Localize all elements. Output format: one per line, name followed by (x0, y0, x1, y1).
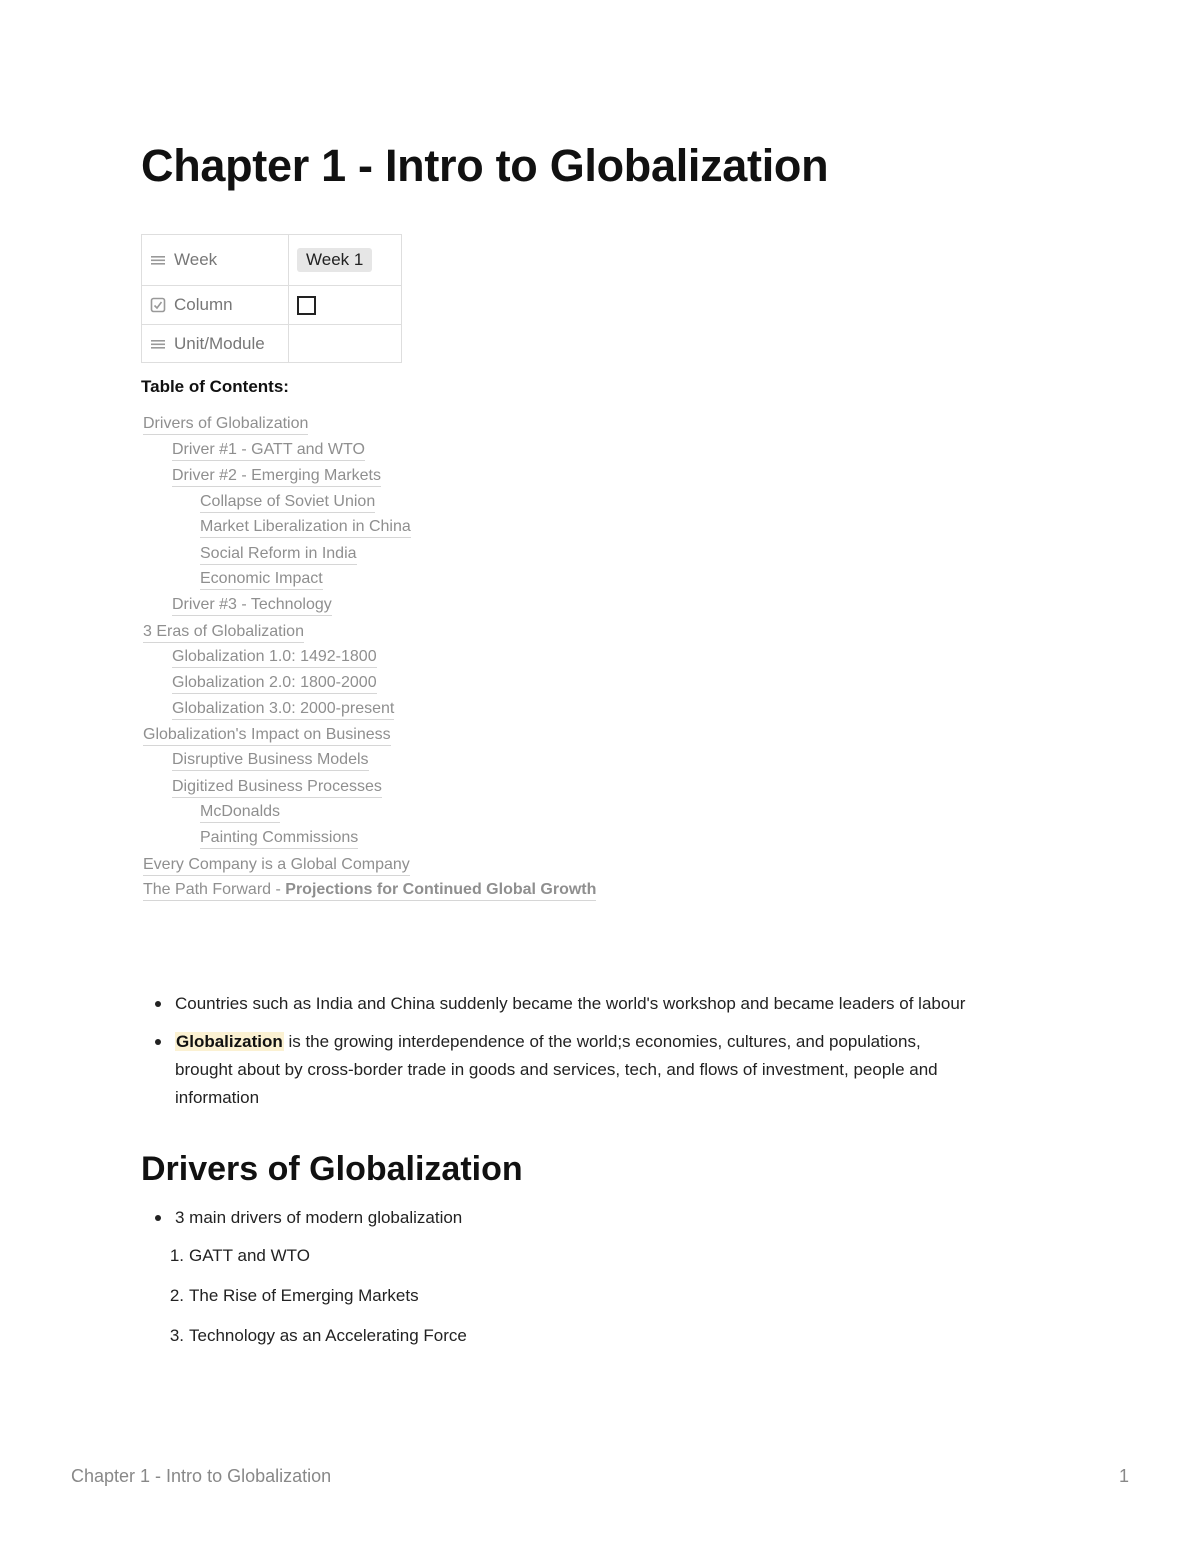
toc-link[interactable]: Drivers of Globalization (143, 414, 308, 435)
bullet-text: is the growing interdependence of the world;s economies, cultures, and populations, (283, 1032, 921, 1051)
column-checkbox[interactable] (297, 296, 316, 315)
section-heading: Drivers of Globalization (141, 1150, 523, 1188)
checkbox-property-icon (150, 297, 166, 313)
section-bullets (141, 1204, 1041, 1232)
list-number: 1. (169, 1246, 184, 1265)
toc-link[interactable]: Collapse of Soviet Union (200, 492, 375, 513)
toc-link[interactable]: Globalization 2.0: 1800-2000 (172, 673, 377, 694)
property-row-column (142, 286, 402, 325)
footer-page-number: 1 (1118, 1466, 1129, 1486)
toc-link[interactable]: 3 Eras of Globalization (143, 622, 304, 643)
toc-link-bold-text: Projections for Continued Global Growth (285, 881, 597, 898)
property-label-week: Week (174, 250, 218, 269)
toc-link[interactable]: Disruptive Business Models (172, 750, 369, 771)
property-value-unit-module[interactable] (289, 325, 402, 363)
list-item (160, 1243, 467, 1269)
toc-link[interactable]: Painting Commissions (200, 828, 358, 849)
toc-link[interactable]: Digitized Business Processes (172, 777, 382, 798)
bullet-text: 3 main drivers of modern globalization (175, 1208, 463, 1227)
list-text: The Rise of Emerging Markets (189, 1286, 419, 1305)
list-item (160, 1323, 467, 1349)
list-icon (150, 252, 166, 268)
list-number: 3. (169, 1326, 184, 1345)
bullet-text-line: brought about by cross-border trade in goods and services, tech, and flows of investment, people and (175, 1060, 938, 1079)
toc-link[interactable]: Globalization 3.0: 2000-present (172, 699, 394, 720)
property-key (142, 235, 289, 286)
toc-link[interactable]: Social Reform in India (200, 544, 357, 565)
toc-link[interactable]: Globalization 1.0: 1492-1800 (172, 647, 377, 668)
toc-link[interactable]: Driver #1 - GATT and WTO (172, 440, 365, 461)
toc-link[interactable]: Economic Impact (200, 569, 323, 590)
toc-link[interactable]: Globalization's Impact on Business (143, 725, 391, 746)
property-row-week (142, 235, 402, 286)
property-row-unit-module (142, 325, 402, 363)
footer-title: Chapter 1 - Intro to Globalization (71, 1466, 332, 1486)
toc-link[interactable]: Driver #3 - Technology (172, 595, 332, 616)
toc-link[interactable]: Market Liberalization in China (200, 517, 411, 538)
list-item (160, 1283, 467, 1309)
list-number: 2. (169, 1286, 184, 1305)
property-value-column[interactable] (289, 286, 402, 325)
week-tag[interactable]: Week 1 (297, 248, 372, 272)
highlighted-term: Globalization (176, 1032, 283, 1051)
bullet-text-line: information (175, 1088, 260, 1107)
toc-link[interactable]: Every Company is a Global Company (143, 855, 410, 876)
numbered-list (160, 1243, 467, 1363)
toc-heading: Table of Contents: (141, 377, 289, 396)
toc-link[interactable]: Driver #2 - Emerging Markets (172, 466, 381, 487)
list-text: Technology as an Accelerating Force (189, 1326, 467, 1345)
list-item (141, 1028, 1081, 1112)
property-value-week[interactable] (289, 235, 402, 286)
toc-link[interactable]: McDonalds (200, 802, 280, 823)
list-item (141, 1204, 1041, 1232)
list-item (141, 990, 1081, 1018)
property-label-column: Column (174, 295, 233, 314)
property-key (142, 325, 289, 363)
properties-table (141, 234, 402, 363)
property-key (142, 286, 289, 325)
page-title: Chapter 1 - Intro to Globalization (141, 140, 829, 191)
property-label-unit-module: Unit/Module (174, 333, 265, 353)
toc-link[interactable] (143, 880, 596, 901)
bullet-text: Countries such as India and China suddenly became the world's workshop and became leaders of labour (175, 994, 966, 1013)
toc-link-text: The Path Forward - (143, 881, 286, 898)
list-text: GATT and WTO (189, 1246, 310, 1265)
list-icon (150, 336, 166, 352)
intro-bullets (141, 990, 1081, 1112)
